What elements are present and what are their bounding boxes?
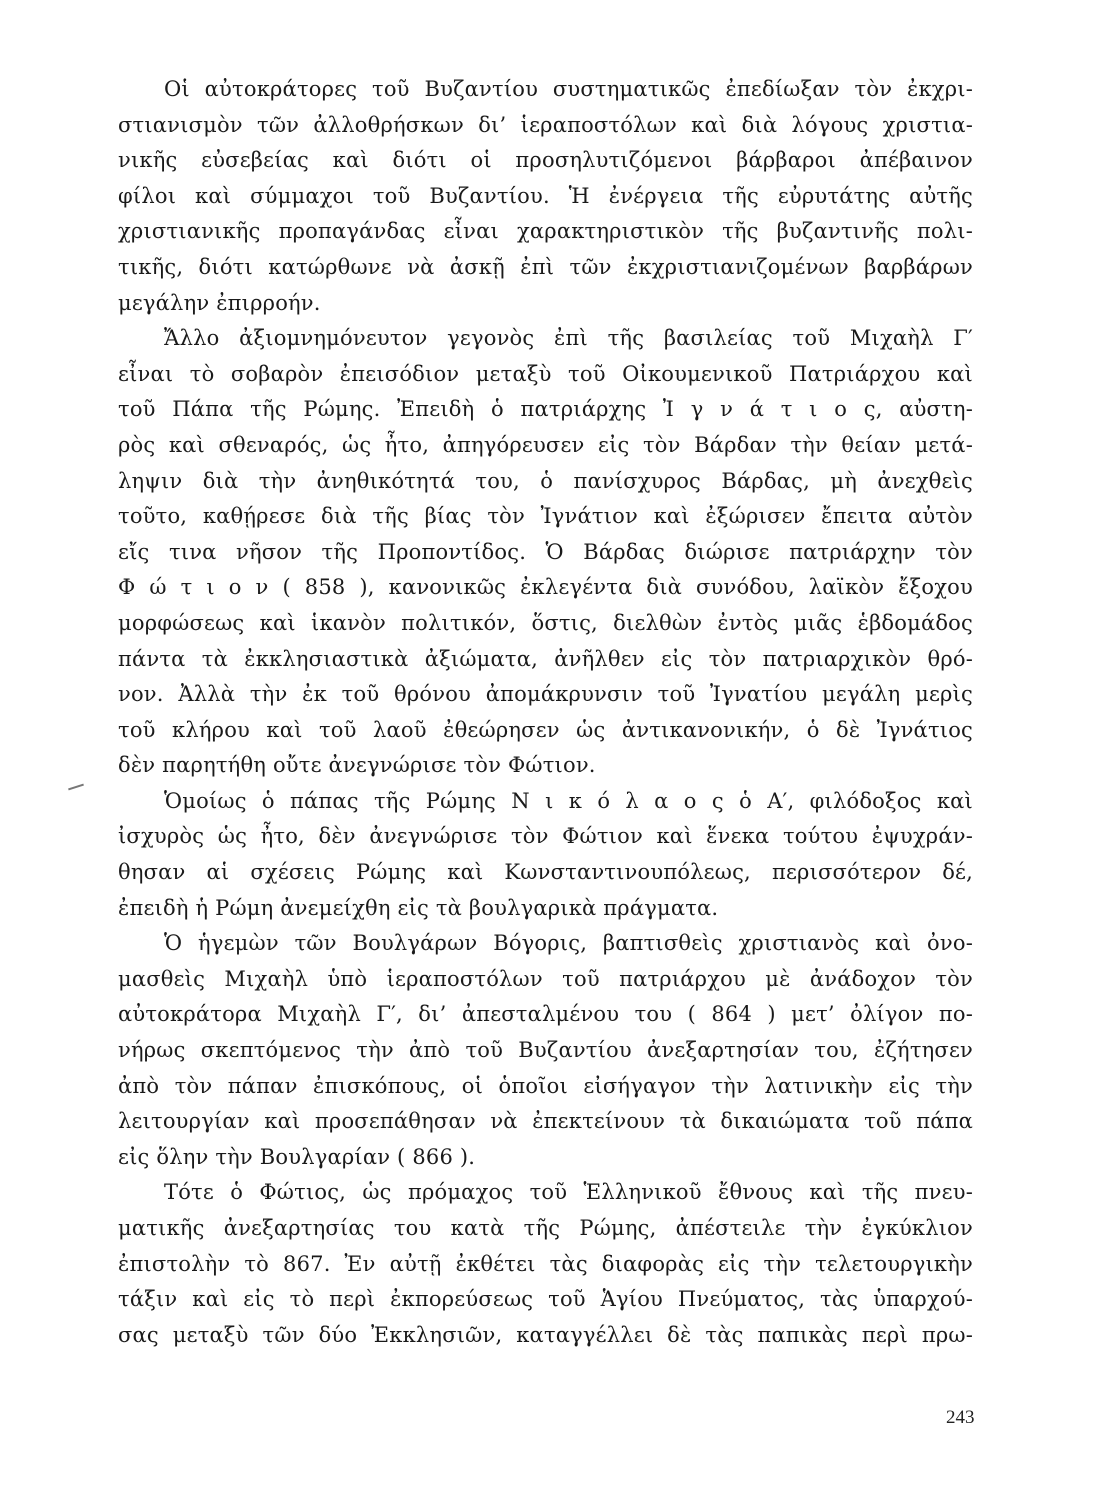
text-line: Τότε ὁ Φώτιος, ὡς πρόμαχος τοῦ Ἑλληνικοῦ ἔθνους καὶ τῆς πνευ- [164, 1180, 973, 1205]
text-line: τικῆς, διότι κατώρθωνε νὰ ἀσκῇ ἐπὶ τῶν ἐκχριστιανιζομένων βαρβάρων [118, 254, 973, 279]
text-line: σας μεταξὺ τῶν δύο Ἐκκλησιῶν, καταγγέλλει δὲ τὰς παπικὰς περὶ πρω- [118, 1322, 973, 1347]
text-line: τάξιν καὶ εἰς τὸ περὶ ἐκπορεύσεως τοῦ Ἁγίου Πνεύματος, τὰς ὑπαρχού- [118, 1287, 973, 1312]
text-line: Ὁ ἡγεμὼν τῶν Βουλγάρων Βόγορις, βαπτισθεὶς χριστιανὸς καὶ ὀνο- [164, 931, 973, 956]
text-line: ἐπειδὴ ἡ Ρώμη ἀνεμείχθη εἰς τὰ βουλγαρικὰ πράγματα. [118, 895, 719, 920]
text-line: τοῦτο, καθῄρεσε διὰ τῆς βίας τὸν Ἰγνάτιον καὶ ἐξώρισεν ἔπειτα αὐτὸν [118, 504, 973, 529]
text-line: στιανισμὸν τῶν ἀλλοθρήσκων δι’ ἱεραποστόλων καὶ διὰ λόγους χριστια- [118, 112, 973, 137]
text-line: ἀπὸ τὸν πάπαν ἐπισκόπους, οἱ ὁποῖοι εἰσήγαγον τὴν λατινικὴν εἰς τὴν [118, 1073, 973, 1098]
text-line: μορφώσεως καὶ ἱκανὸν πολιτικόν, ὅστις, διελθὼν ἐντὸς μιᾶς ἑβδομάδος [118, 610, 973, 635]
text-line: λειτουργίαν καὶ προσεπάθησαν νὰ ἐπεκτείνουν τὰ δικαιώματα τοῦ πάπα [118, 1109, 973, 1134]
text-line: νον. Ἀλλὰ τὴν ἐκ τοῦ θρόνου ἀπομάκρυνσιν τοῦ Ἰγνατίου μεγάλη μερὶς [118, 682, 973, 707]
text-line: νικῆς εὐσεβείας καὶ διότι οἱ προσηλυτιζόμενοι βάρβαροι ἀπέβαινον [118, 148, 973, 173]
text-line: ἐπιστολὴν τὸ 867. Ἐν αὐτῇ ἐκθέτει τὰς διαφορὰς εἰς τὴν τελετουργικὴν [118, 1251, 973, 1276]
text-line: θησαν αἱ σχέσεις Ρώμης καὶ Κωνσταντινουπόλεως, περισσότερον δέ, [118, 860, 973, 885]
text-line: τοῦ Πάπα τῆς Ρώμης. Ἐπειδὴ ὁ πατριάρχης Ἰ γ ν ά τ ι ο ς, αὐστη- [118, 397, 973, 422]
text-line: μεγάλην ἐπιρροήν. [118, 290, 321, 315]
text-line: ἰσχυρὸς ὡς ἦτο, δὲν ἀνεγνώρισε τὸν Φώτιον καὶ ἕνεκα τούτου ἐψυχράν- [118, 824, 973, 849]
page-number: 243 [946, 1407, 975, 1428]
text-line: ρὸς καὶ σθεναρός, ὡς ἦτο, ἀπηγόρευσεν εἰς τὸν Βάρδαν τὴν θείαν μετά- [118, 432, 973, 457]
text-line: τοῦ κλήρου καὶ τοῦ λαοῦ ἐθεώρησεν ὡς ἀντικανονικήν, ὁ δὲ Ἰγνάτιος [118, 717, 973, 742]
text-line: Οἱ αὐτοκράτορες τοῦ Βυζαντίου συστηματικῶς ἐπεδίωξαν τὸν ἐκχρι- [164, 77, 973, 101]
text-line: φίλοι καὶ σύμμαχοι τοῦ Βυζαντίου. Ἡ ἐνέργεια τῆς εὐρυτάτης αὐτῆς [118, 183, 973, 208]
text-line: Φ ώ τ ι ο ν ( 858 ), κανονικῶς ἐκλεγέντα διὰ συνόδου, λαϊκὸν ἔξοχου [118, 575, 973, 600]
text-line: εἰς ὅλην τὴν Βουλγαρίαν ( 866 ). [118, 1144, 476, 1169]
text-line: ματικῆς ἀνεξαρτησίας του κατὰ τῆς Ρώμης, ἀπέστειλε τὴν ἐγκύκλιον [118, 1216, 973, 1240]
text-line: αὐτοκράτορα Μιχαὴλ Γ′, δι’ ἀπεσταλμένου του ( 864 ) μετ’ ὀλίγον πο- [118, 1002, 973, 1027]
text-line: νήρως σκεπτόμενος τὴν ἀπὸ τοῦ Βυζαντίου ἀνεξαρτησίαν του, ἐζήτησεν [118, 1038, 973, 1063]
text-line: δὲν παρητήθη οὔτε ἀνεγνώρισε τὸν Φώτιον. [118, 753, 596, 778]
text-line: εἶναι τὸ σοβαρὸν ἐπεισόδιον μεταξὺ τοῦ Οἰκουμενικοῦ Πατριάρχου καὶ [118, 361, 973, 386]
text-line: Ἄλλο ἀξιομνημόνευτον γεγονὸς ἐπὶ τῆς βασιλείας τοῦ Μιχαὴλ Γ′ [164, 326, 973, 351]
text-line: μασθεὶς Μιχαὴλ ὑπὸ ἱεραποστόλων τοῦ πατριάρχου μὲ ἀνάδοχον τὸν [118, 966, 973, 991]
text-line: ληψιν διὰ τὴν ἀνηθικότητά του, ὁ πανίσχυρος Βάρδας, μὴ ἀνεχθεὶς [118, 468, 973, 493]
text-line: Ὁμοίως ὁ πάπας τῆς Ρώμης Ν ι κ ό λ α ο ς ὁ Α′, φιλόδοξος καὶ [164, 788, 973, 813]
body-text [118, 72, 973, 1353]
text-line: εἴς τινα νῆσον τῆς Προποντίδος. Ὁ Βάρδας διώρισε πατριάρχην τὸν [118, 539, 973, 564]
text-line: χριστιανικῆς προπαγάνδας εἶναι χαρακτηριστικὸν τῆς βυζαντινῆς πολι- [118, 219, 973, 244]
text-line: πάντα τὰ ἐκκλησιαστικὰ ἀξιώματα, ἀνῆλθεν εἰς τὸν πατριαρχικὸν θρό- [118, 646, 973, 671]
margin-pencil-mark [68, 784, 84, 791]
